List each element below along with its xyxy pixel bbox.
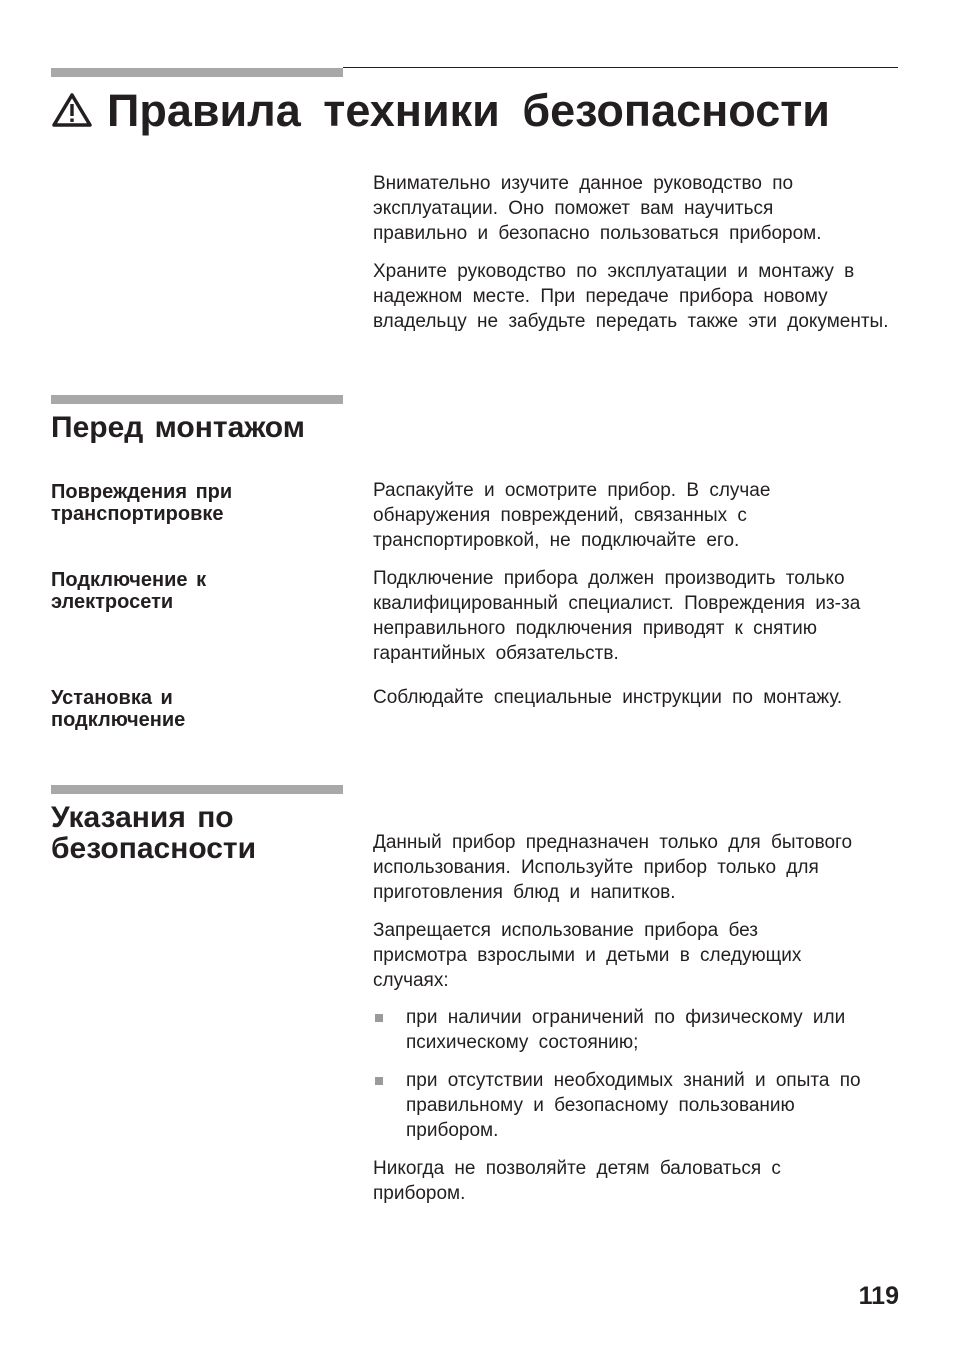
item-text-transport-damage: Распакуйте и осмотрите прибор. В случае обнаружения повреждений, связанных с транспортировкой, не подключайте его. xyxy=(373,480,771,551)
section-bar xyxy=(51,785,343,794)
intro-paragraph-1: Внимательно изучите данное руководство по эксплуатации. Оно поможет вам научиться правильно и безопасно пользоваться прибором. xyxy=(373,173,822,244)
page-title xyxy=(51,86,830,136)
section-bar xyxy=(51,68,343,77)
page-title-text: Правила техники безопасности xyxy=(107,85,830,136)
list-item xyxy=(373,1005,903,1055)
list-item-text: при наличии ограничений по физическому или психическому состоянию; xyxy=(406,1007,846,1053)
bullet-icon xyxy=(375,1077,383,1085)
title-rule xyxy=(343,67,898,68)
section-heading-safety: Указания по безопасности xyxy=(51,801,257,865)
section-bar xyxy=(51,395,343,404)
safety-paragraph-1: Данный прибор предназначен только для бытового использования. Используйте прибор только для приготовления блюд и напитков. xyxy=(373,832,853,903)
safety-paragraph-2: Запрещается использование прибора без присмотра взрослыми и детьми в следующих случаях: xyxy=(373,920,802,991)
bullet-icon xyxy=(375,1014,383,1022)
item-label-installation: Установка и подключение xyxy=(51,687,186,731)
item-label-power-connection: Подключение к электросети xyxy=(51,569,207,613)
list-item xyxy=(373,1068,883,1143)
item-text-installation: Соблюдайте специальные инструкции по монтажу. xyxy=(373,687,843,708)
list-item-text: при отсутствии необходимых знаний и опыта по правильному и безопасному пользованию прибором. xyxy=(406,1070,861,1141)
section-heading-before-install: Перед монтажом xyxy=(51,411,305,444)
safety-closing: Никогда не позволяйте детям баловаться с прибором. xyxy=(373,1158,781,1204)
item-label-transport-damage: Повреждения при транспортировке xyxy=(51,481,233,525)
intro-paragraph-2: Храните руководство по эксплуатации и монтажу в надежном месте. При передаче прибора новому владельцу не забудьте передать также эти документы. xyxy=(373,261,889,332)
page-number: 119 xyxy=(858,1282,899,1310)
warning-icon xyxy=(51,92,93,128)
item-text-power-connection: Подключение прибора должен производить только квалифицированный специалист. Повреждения из-за неправильного подключения приводят к снятию гарантийных обязательств. xyxy=(373,568,861,664)
